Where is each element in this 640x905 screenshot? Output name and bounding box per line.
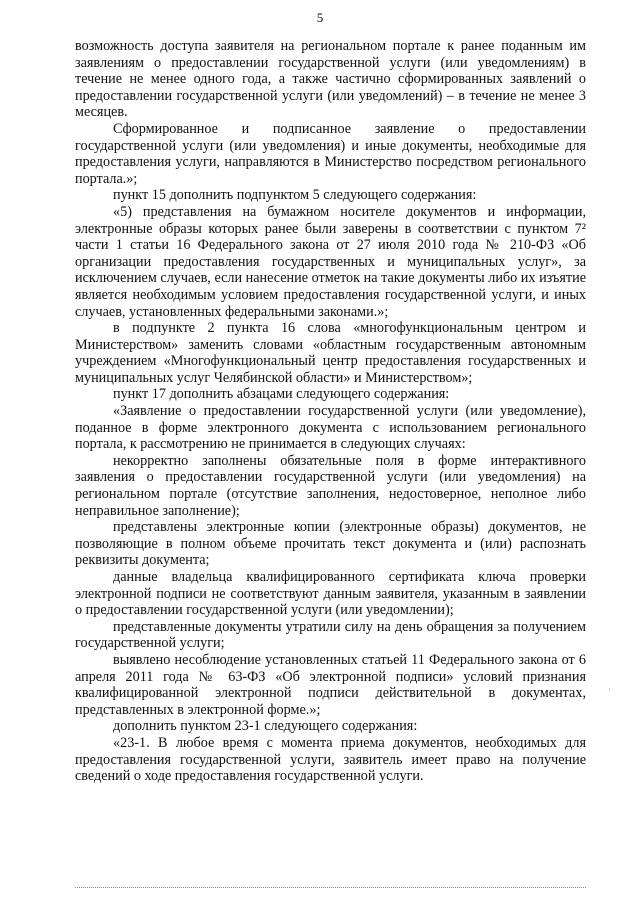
paragraph: «Заявление о предоставлении государственной услуги (или уведомление), поданное в форме электронного документа с использованием регионального портала, к рассмотрению не принимается в следующих случаях: — [75, 403, 586, 453]
page-number: 5 — [316, 10, 324, 25]
paragraph: представленные документы утратили силу на день обращения за получением государственной услуги; — [75, 618, 586, 652]
paragraph: выявлено несоблюдение установленных статьей 11 Федерального закона от 6 апреля 2011 года № 63-ФЗ «Об электронной подписи» условий признания квалифицированной электронной подписи действительной в документах, представленных в электронной форме.»; — [75, 651, 586, 718]
paragraph: данные владельца квалифицированного сертификата ключа проверки электронной подписи не соответствуют данным заявителя, указанным в заявлении о предоставлении государственной услуги (или уведомлении); — [75, 569, 586, 619]
paragraph: Сформированное и подписанное заявление о предоставлении государственной услуги (или уведомления) и иные документы, необходимые для предоставления услуги, направляются в Министерство посредством регионального портала.»; — [75, 120, 586, 187]
paragraph: «5) представления на бумажном носителе документов и информации, электронные образы которых ранее были заверены в соответствии с пунктом 7² части 1 статьи 16 Федерального закона от 27 июля 2010 года № 210-ФЗ «Об организации предоставления государственных и муниципальных услуг», за исключением случаев, если нанесение отметок на такие документы либо их изъятие является необходимым условием предоставления государственной услуги, и иных случаев, установленных федеральными законами.»; — [75, 203, 586, 320]
paragraph: возможность доступа заявителя на региональном портале к ранее поданным им заявлениям о предоставлении государственной услуги (или уведомлениям) в течение не менее одного года, а также частично сформированных заявлений о предоставлении государственной услуги (или уведомлений) – в течение не менее 3 месяцев. — [75, 38, 586, 121]
margin-mark: · — [608, 685, 611, 694]
document-body — [75, 38, 586, 785]
paragraph: некорректно заполнены обязательные поля в форме интерактивного заявления о предоставлении государственной услуги (или уведомления) на региональном портале (отсутствие заполнения, недостоверное, неполное либо неправильное заполнение); — [75, 452, 586, 519]
paragraph: «23-1. В любое время с момента приема документов, необходимых для предоставления государственной услуги, заявитель имеет право на получение сведений о ходе предоставления государственной услуги. — [75, 734, 586, 785]
paragraph: пункт 15 дополнить подпунктом 5 следующего содержания: — [113, 187, 477, 204]
paragraph: пункт 17 дополнить абзацами следующего содержания: — [113, 386, 450, 403]
footer-rule — [75, 887, 586, 888]
paragraph: представлены электронные копии (электронные образы) документов, не позволяющие в полном объеме прочитать текст документа и (или) распознать реквизиты документа; — [75, 519, 586, 569]
paragraph: дополнить пунктом 23-1 следующего содержания: — [113, 718, 418, 735]
paragraph: в подпункте 2 пункта 16 слова «многофункциональным центром и Министерством» заменить словами «областным государственным автономным учреждением «Многофункциональный центр предоставления государственных и муниципальных услуг Челябинской области» и Министерством»; — [75, 320, 586, 386]
